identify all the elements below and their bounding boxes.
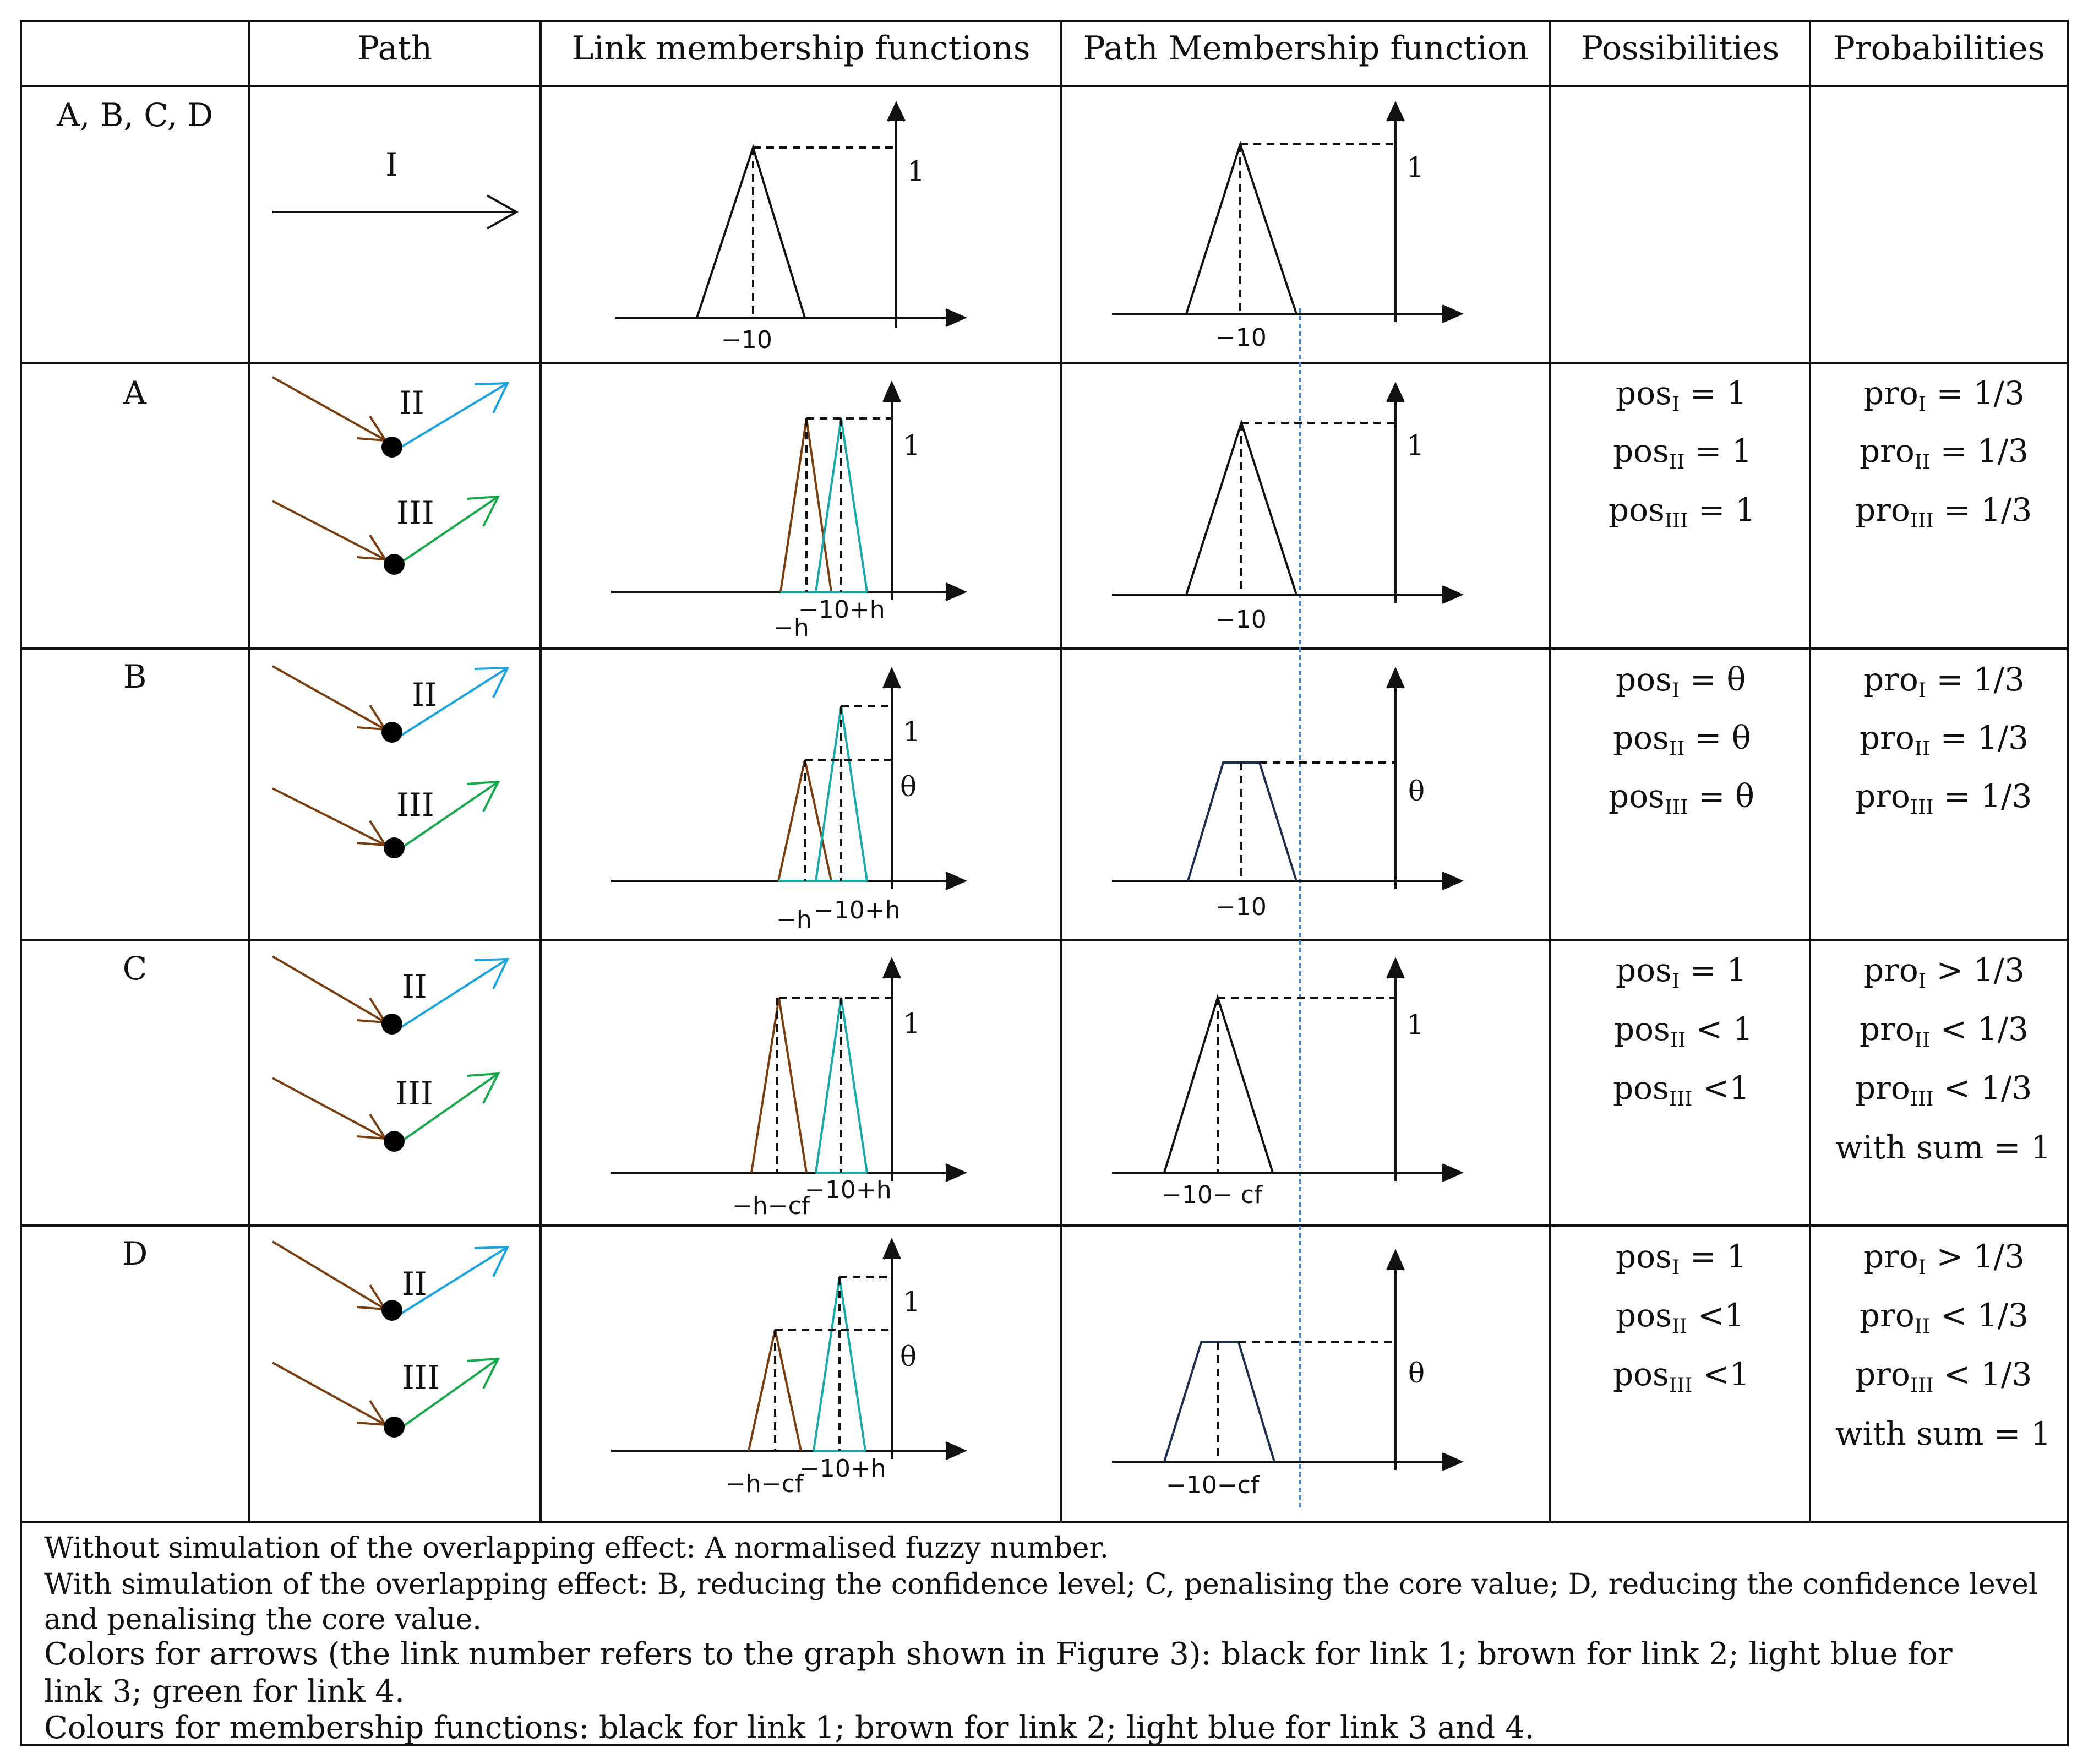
pos-C-I: pos$_I$ = 1 xyxy=(1616,951,1747,993)
pro-A-III: pro$_{III}$ = 1/3 xyxy=(1855,491,2032,532)
link-mf-row1-xtick: −10 xyxy=(721,326,772,354)
pro-D-sum: with sum = 1 xyxy=(1835,1415,2051,1452)
row-label-c: C xyxy=(122,950,148,987)
path-mf-A-xtick: −10 xyxy=(1215,606,1267,634)
path-mf-row1-xtick: −10 xyxy=(1215,324,1267,352)
header-path: Path xyxy=(357,29,433,68)
path-arrows-A xyxy=(272,377,508,575)
pro-C-sum: with sum = 1 xyxy=(1835,1129,2051,1166)
link-mf-B-xtick1: −h xyxy=(776,906,812,934)
path-label-D-II: II xyxy=(402,1265,427,1303)
link-mf-D-theta: θ xyxy=(900,1341,917,1373)
path-mf-row1-peak: 1 xyxy=(1406,151,1424,183)
pro-D-III: pro$_{III}$ < 1/3 xyxy=(1855,1355,2032,1397)
pro-C-I: pro$_I$ > 1/3 xyxy=(1863,951,2025,993)
pro-A-I: pro$_I$ = 1/3 xyxy=(1863,374,2025,416)
table-grid xyxy=(21,21,2068,1745)
path-label-C-III: III xyxy=(395,1075,433,1112)
path-mf-A-peak: 1 xyxy=(1406,429,1424,461)
path-arrows-C xyxy=(272,956,508,1152)
link-mf-chart-A xyxy=(611,383,964,600)
pos-B-I: pos$_I$ = θ xyxy=(1616,661,1746,702)
path-arrows-B xyxy=(272,666,508,858)
path-mf-B-theta: θ xyxy=(1408,775,1425,807)
header-possibilities: Possibilities xyxy=(1580,29,1780,68)
link-mf-B-peak: 1 xyxy=(903,716,920,748)
link-mf-A-xtick1: −h xyxy=(773,614,809,642)
pos-B-III: pos$_{III}$ = θ xyxy=(1609,777,1754,819)
pro-B-II: pro$_{II}$ = 1/3 xyxy=(1860,719,2029,760)
note-line-3: and penalising the core value. xyxy=(44,1603,482,1636)
link-mf-D-xtick1: −h−cf xyxy=(726,1470,804,1498)
path-label-C-II: II xyxy=(402,968,427,1005)
path-label-B-II: II xyxy=(412,676,437,714)
pro-D-I: pro$_I$ > 1/3 xyxy=(1863,1238,2025,1279)
note-line-1: Without simulation of the overlapping effect: A normalised fuzzy number. xyxy=(44,1532,1109,1565)
header-probabilities: Probabilities xyxy=(1833,29,2045,68)
link-mf-C-xtick1: −h−cf xyxy=(732,1192,810,1220)
pos-D-I: pos$_I$ = 1 xyxy=(1616,1238,1747,1279)
note-line-4: Colors for arrows (the link number refers to the graph shown in Figure 3): black for link 1; brown for link 2; light blue for xyxy=(44,1636,1953,1672)
link-mf-C-xtick2: −10+h xyxy=(805,1176,892,1204)
link-mf-D-peak: 1 xyxy=(903,1286,920,1317)
pos-B-II: pos$_{II}$ = θ xyxy=(1613,719,1751,760)
path-mf-D-xtick: −10−cf xyxy=(1166,1471,1260,1499)
link-mf-B-xtick2: −10+h xyxy=(814,896,901,924)
path-mf-C-xtick: −10− cf xyxy=(1162,1181,1263,1209)
pos-C-III: pos$_{III}$ <1 xyxy=(1613,1069,1750,1110)
pos-D-III: pos$_{III}$ <1 xyxy=(1613,1355,1750,1397)
row-label-a: A xyxy=(123,374,146,412)
row-label-d: D xyxy=(122,1235,148,1272)
path-label-A-III: III xyxy=(396,494,434,532)
path-arrows-D xyxy=(272,1242,508,1438)
link-mf-B-theta: θ xyxy=(900,771,917,803)
pro-B-I: pro$_I$ = 1/3 xyxy=(1863,661,2025,702)
header-path-mf: Path Membership function xyxy=(1083,29,1529,68)
note-line-2: With simulation of the overlapping effect: B, reducing the confidence level; C, penalising the core value; D, reducing the confidence level xyxy=(44,1568,2038,1601)
pos-A-II: pos$_{II}$ = 1 xyxy=(1613,432,1752,473)
path-mf-C-peak: 1 xyxy=(1406,1009,1424,1041)
link-mf-C-peak: 1 xyxy=(903,1008,920,1039)
pro-A-II: pro$_{II}$ = 1/3 xyxy=(1860,432,2029,473)
pos-D-II: pos$_{II}$ <1 xyxy=(1616,1297,1745,1338)
pro-D-II: pro$_{II}$ < 1/3 xyxy=(1860,1297,2029,1338)
path-label-B-III: III xyxy=(396,786,434,824)
pro-C-II: pro$_{II}$ < 1/3 xyxy=(1860,1010,2029,1052)
link-mf-chart-C xyxy=(611,960,964,1181)
link-mf-A-peak: 1 xyxy=(903,429,920,461)
path-arrow-I xyxy=(272,195,516,228)
path-mf-chart-A xyxy=(1112,384,1461,603)
note-line-6: Colours for membership functions: black for link 1; brown for link 2; light blue for link 3 and 4. xyxy=(44,1710,1535,1746)
path-mf-B-xtick: −10 xyxy=(1215,893,1267,921)
path-mf-chart-row1 xyxy=(1112,104,1461,322)
path-mf-chart-C xyxy=(1112,960,1461,1181)
row-label-b: B xyxy=(123,658,147,695)
header-link-mf: Link membership functions xyxy=(571,29,1031,68)
pos-A-III: pos$_{III}$ = 1 xyxy=(1609,491,1756,532)
path-label-I: I xyxy=(385,146,398,183)
note-line-5: link 3; green for link 4. xyxy=(44,1674,405,1709)
pro-B-III: pro$_{III}$ = 1/3 xyxy=(1855,777,2032,819)
path-label-D-III: III xyxy=(402,1359,440,1396)
link-mf-chart-row1 xyxy=(615,104,964,328)
pro-C-III: pro$_{III}$ < 1/3 xyxy=(1855,1069,2032,1110)
row-label-abcd: A, B, C, D xyxy=(57,96,213,134)
pos-C-II: pos$_{II}$ < 1 xyxy=(1614,1010,1753,1052)
link-mf-row1-peak: 1 xyxy=(907,155,925,187)
path-mf-D-theta: θ xyxy=(1408,1357,1425,1389)
pos-A-I: pos$_I$ = 1 xyxy=(1616,374,1747,416)
link-mf-A-xtick2: −10+h xyxy=(798,596,885,624)
link-mf-D-xtick2: −10+h xyxy=(799,1455,886,1483)
path-label-A-II: II xyxy=(399,384,424,422)
